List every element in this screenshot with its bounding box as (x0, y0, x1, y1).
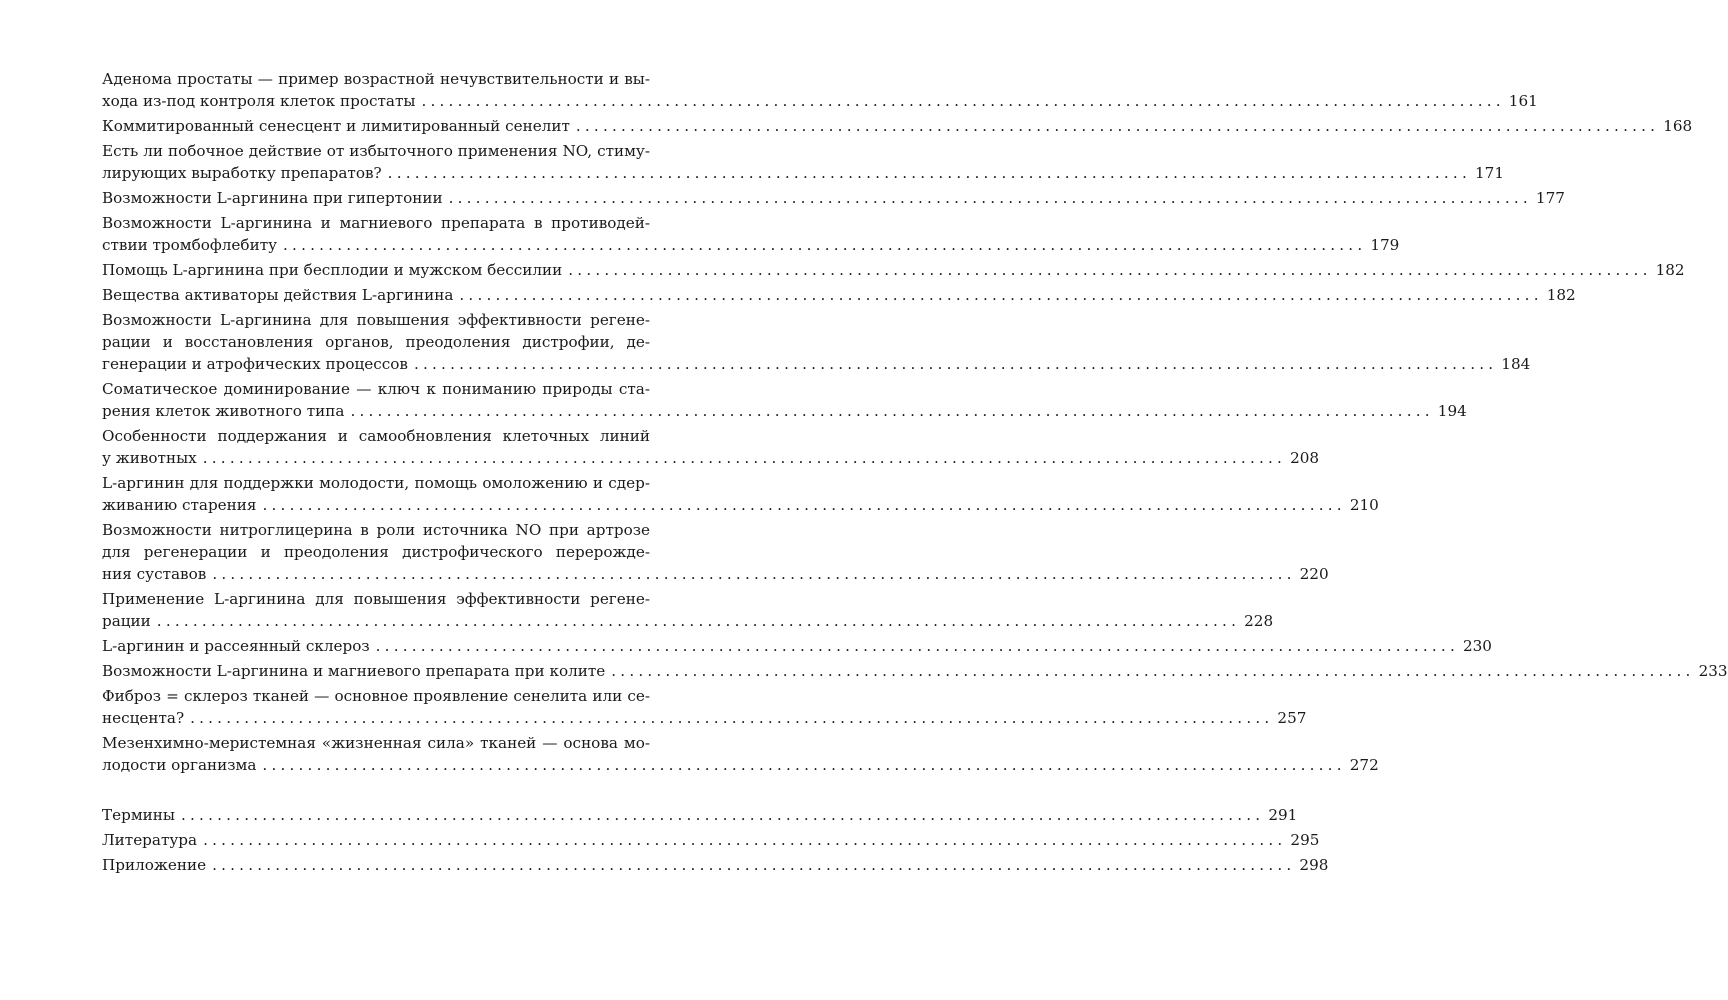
entry-text: рации (102, 612, 151, 630)
toc-entry[interactable] (102, 115, 1693, 137)
page-number: 291 (1268, 806, 1298, 824)
leader-dots: ........................................................................................................................ (262, 756, 1346, 774)
page-number: 295 (1290, 831, 1320, 849)
toc-entry[interactable] (102, 140, 1504, 184)
entry-text: Термины (102, 806, 175, 824)
entry-text: хода из-под контроля клеток простаты (102, 92, 416, 110)
table-of-contents (102, 68, 1728, 879)
page-number: 208 (1290, 449, 1320, 467)
entry-text: Применение L-аргинина для повышения эффективности регене- (102, 590, 650, 608)
page-number: 182 (1655, 261, 1685, 279)
section-gap (102, 779, 650, 804)
entry-text: Возможности L-аргинина для повышения эффективности регене- (102, 311, 650, 329)
toc-entry[interactable] (102, 425, 1320, 469)
entry-text: несцента? (102, 709, 185, 727)
entry-text: Есть ли побочное действие от избыточного применения NO, стиму- (102, 142, 650, 160)
leader-dots: ........................................................................................................................ (375, 637, 1459, 655)
page-number: 184 (1501, 355, 1531, 373)
entry-text: рации и восстановления органов, преодоления дистрофии, де- (102, 333, 650, 351)
entry-text: для регенерации и преодоления дистрофического перерожде- (102, 543, 650, 561)
leader-dots: ........................................................................................................................ (190, 709, 1274, 727)
entry-text: у животных (102, 449, 197, 467)
page-number: 228 (1244, 612, 1274, 630)
entry-text: Особенности поддержания и самообновления клеточных линий (102, 427, 650, 445)
page-number: 298 (1299, 856, 1329, 874)
leader-dots: ........................................................................................................................ (156, 612, 1241, 630)
leader-dots: ........................................................................................................................ (611, 662, 1695, 680)
entry-text: ния суставов (102, 565, 207, 583)
toc-entry[interactable] (102, 588, 1274, 632)
leader-dots: ........................................................................................................................ (459, 286, 1543, 304)
leader-dots: ........................................................................................................................ (387, 164, 1471, 182)
page-number: 171 (1475, 164, 1504, 182)
leader-dots: ........................................................................................................................ (212, 565, 1296, 583)
page-number: 230 (1462, 637, 1492, 655)
entry-text: рения клеток животного типа (102, 402, 345, 420)
entry-text: Возможности L-аргинина и магниевого препарата в противодей- (102, 214, 650, 232)
toc-entry-literature[interactable] (102, 829, 1320, 851)
entry-text: живанию старения (102, 496, 257, 514)
leader-dots: ........................................................................................................................ (568, 261, 1652, 279)
page-number: 233 (1698, 662, 1728, 680)
leader-dots: ........................................................................................................................ (448, 189, 1532, 207)
leader-dots: ........................................................................................................................ (413, 355, 1498, 373)
toc-entry[interactable] (102, 309, 1531, 375)
entry-text: Коммитированный сенесцент и лимитированный сенелит (102, 117, 570, 135)
entry-text: L-аргинин для поддержки молодости, помощь омоложению и сдер- (102, 474, 650, 492)
toc-entry[interactable] (102, 685, 1307, 729)
leader-dots: ........................................................................................................................ (283, 236, 1367, 254)
toc-entry-terms[interactable] (102, 804, 1298, 826)
leader-dots: ........................................................................................................................ (181, 806, 1265, 824)
entry-text: Литература (102, 831, 198, 849)
page-number: 161 (1508, 92, 1538, 110)
entry-text: Аденома простаты — пример возрастной нечувствительности и вы- (102, 70, 650, 88)
toc-entry[interactable] (102, 635, 1492, 657)
entry-text: лодости организма (102, 756, 257, 774)
entry-text: L-аргинин и рассеянный склероз (102, 637, 370, 655)
entry-text: Возможности L-аргинина и магниевого препарата при колите (102, 662, 606, 680)
page-number: 194 (1437, 402, 1467, 420)
toc-entry[interactable] (102, 519, 1329, 585)
page-number: 168 (1663, 117, 1693, 135)
toc-entry-appendix[interactable] (102, 854, 1329, 876)
entry-text: Возможности L-аргинина при гипертонии (102, 189, 443, 207)
entry-text: Возможности нитроглицерина в роли источника NO при артрозе (102, 521, 650, 539)
leader-dots: ........................................................................................................................ (421, 92, 1505, 110)
toc-entry[interactable] (102, 187, 1565, 209)
entry-text: лирующих выработку препаратов? (102, 164, 382, 182)
entry-text: Мезенхимно-меристемная «жизненная сила» тканей — основа мо- (102, 734, 650, 752)
toc-entry[interactable] (102, 472, 1379, 516)
leader-dots: ........................................................................................................................ (212, 856, 1296, 874)
page-number: 220 (1299, 565, 1329, 583)
toc-entry[interactable] (102, 259, 1685, 281)
leader-dots: ........................................................................................................................ (203, 831, 1287, 849)
leader-dots: ........................................................................................................................ (575, 117, 1660, 135)
page-number: 179 (1370, 236, 1400, 254)
toc-entry[interactable] (102, 68, 1538, 112)
page-number: 257 (1277, 709, 1307, 727)
entry-text: ствии тромбофлебиту (102, 236, 278, 254)
entry-text: Вещества активаторы действия L-аргинина (102, 286, 454, 304)
entry-text: генерации и атрофических процессов (102, 355, 408, 373)
page-number: 182 (1546, 286, 1576, 304)
entry-text: Приложение (102, 856, 207, 874)
entry-text: Фиброз = склероз тканей — основное проявление сенелита или се- (102, 687, 650, 705)
leader-dots: ........................................................................................................................ (262, 496, 1346, 514)
toc-entry[interactable] (102, 212, 1400, 256)
toc-entry[interactable] (102, 284, 1576, 306)
page-number: 272 (1349, 756, 1379, 774)
toc-entry[interactable] (102, 732, 1379, 776)
leader-dots: ........................................................................................................................ (202, 449, 1287, 467)
entry-text: Помощь L-аргинина при бесплодии и мужском бессилии (102, 261, 563, 279)
leader-dots: ........................................................................................................................ (350, 402, 1434, 420)
entry-text: Соматическое доминирование — ключ к пониманию природы ста- (102, 380, 650, 398)
page-number: 210 (1349, 496, 1379, 514)
toc-entry[interactable] (102, 378, 1467, 422)
toc-entry[interactable] (102, 660, 1728, 682)
page-number: 177 (1535, 189, 1565, 207)
